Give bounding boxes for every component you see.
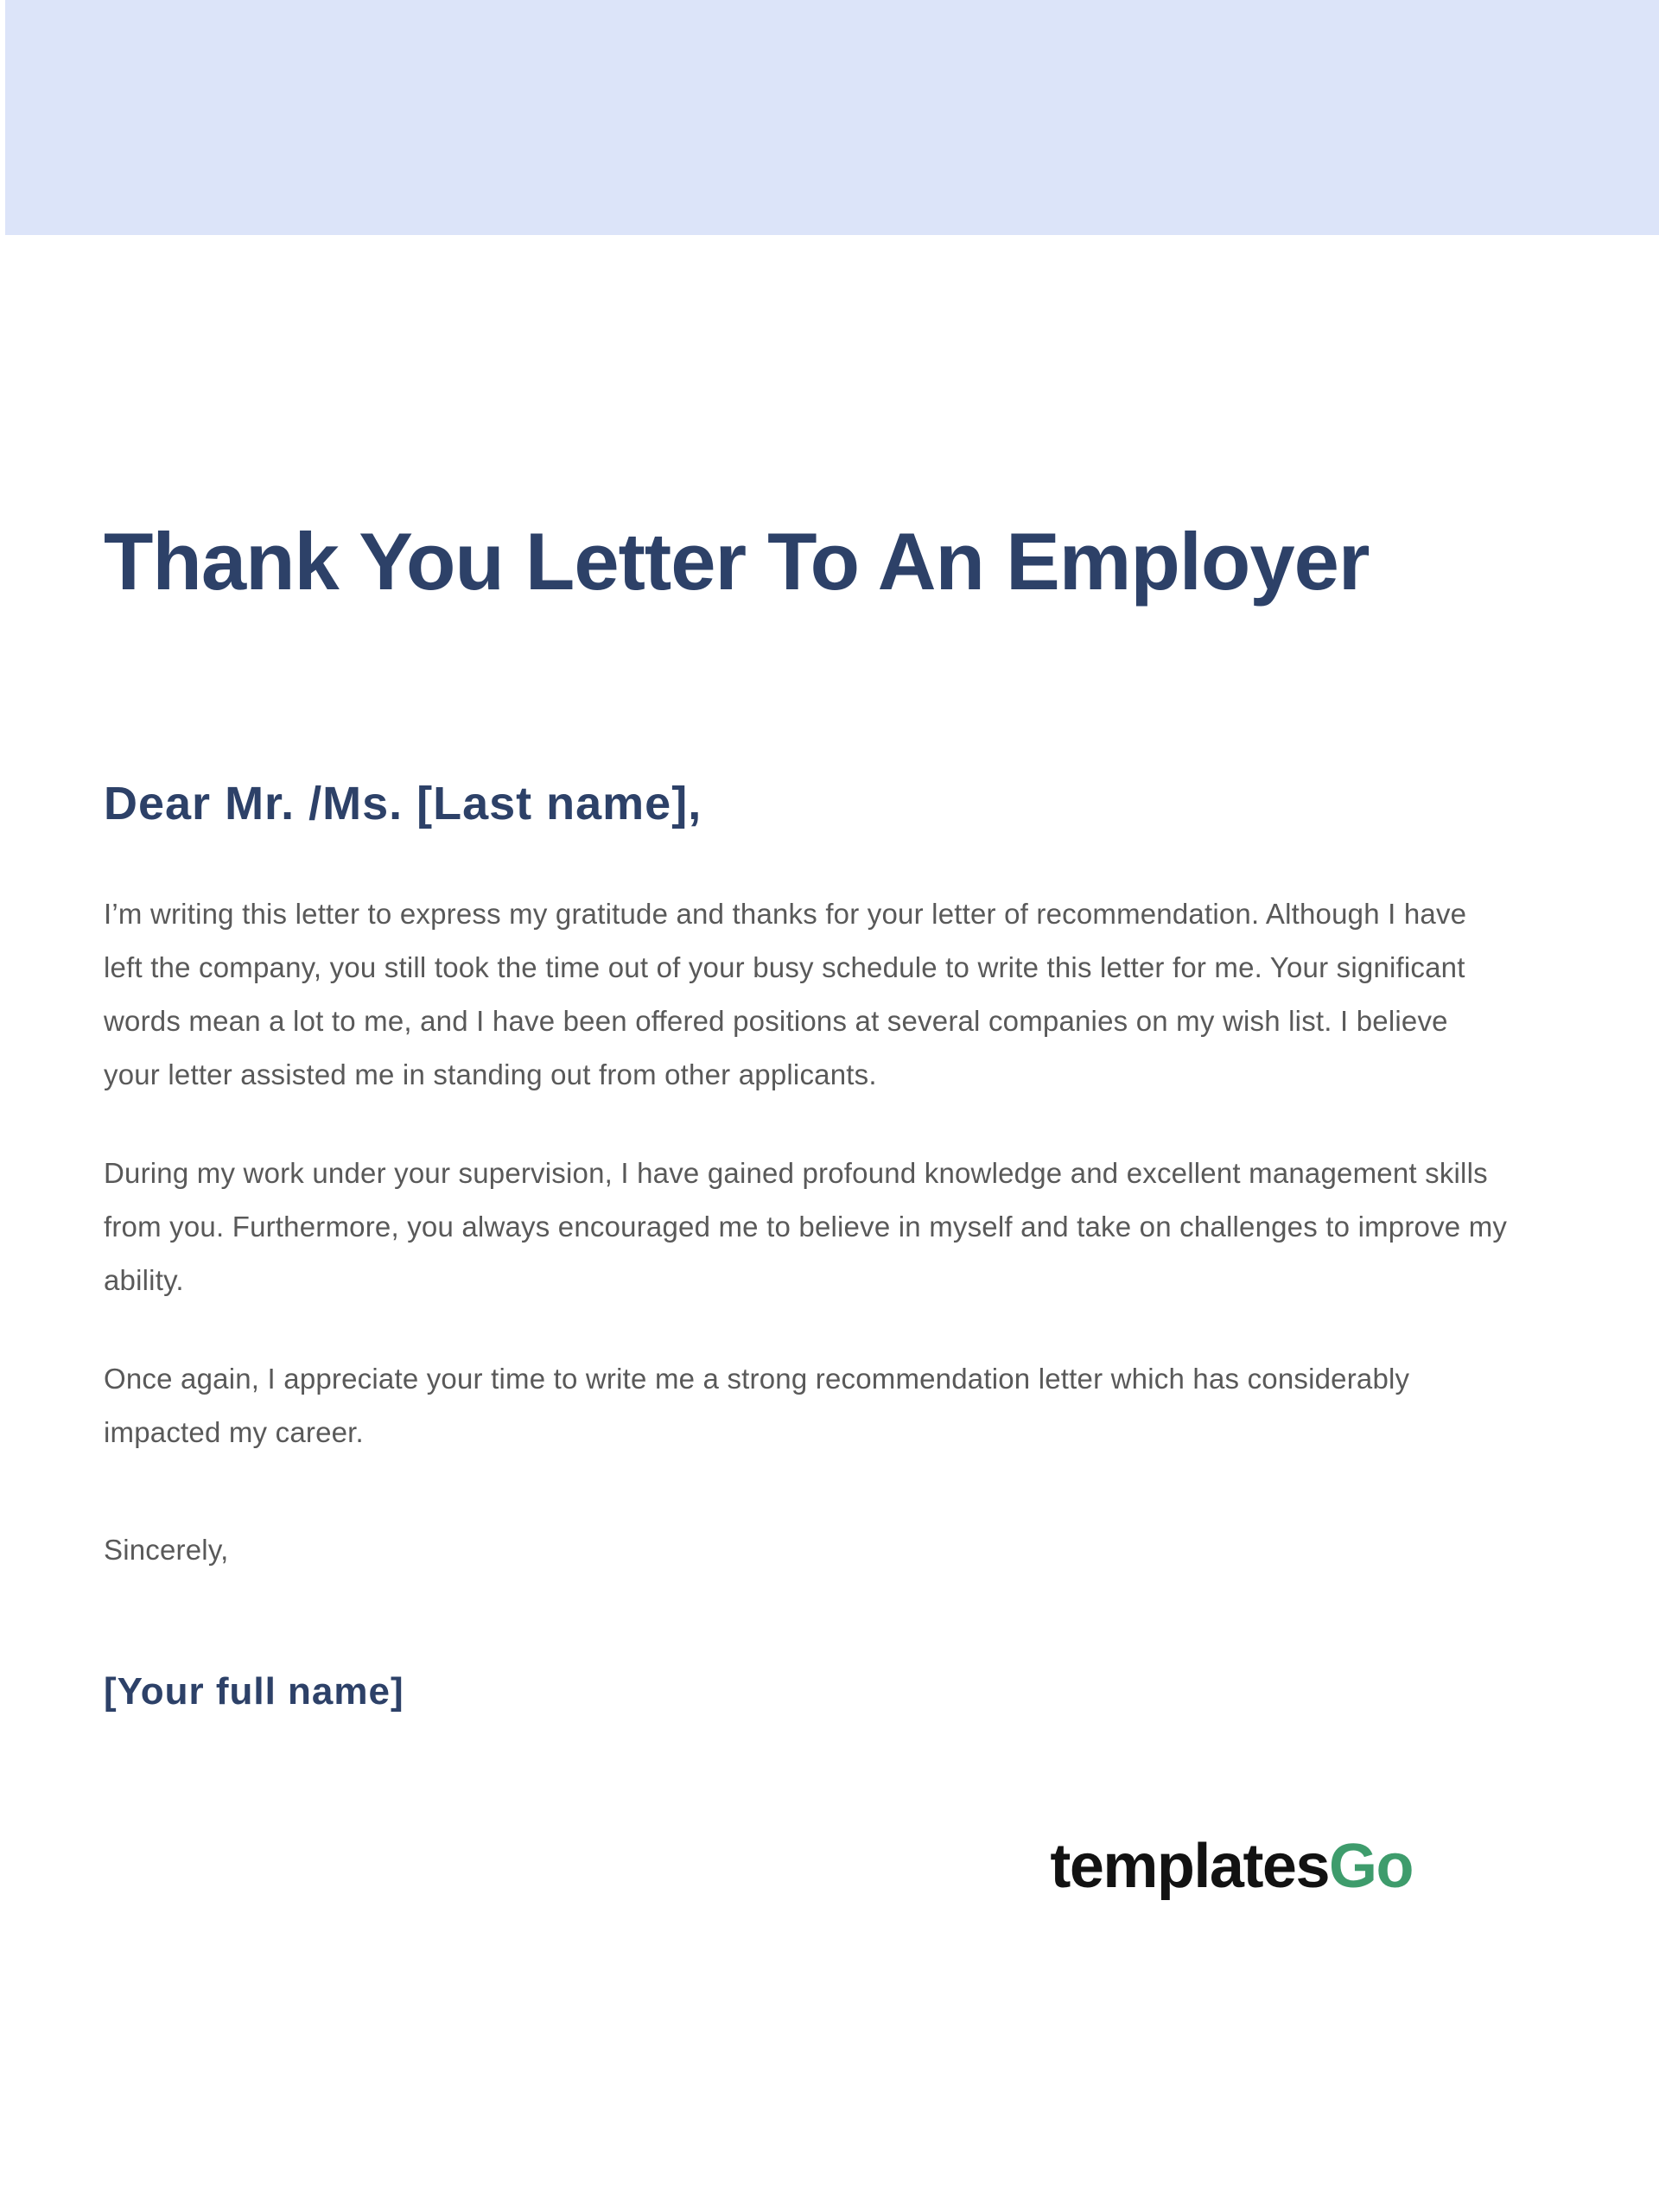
letter-content xyxy=(0,235,1659,1902)
signature-placeholder: [Your full name] xyxy=(104,1670,404,1713)
closing: Sincerely, xyxy=(104,1534,229,1567)
logo-text-go: Go xyxy=(1329,1832,1413,1902)
templatesgo-logo xyxy=(1050,1831,1413,1902)
logo-row xyxy=(104,1831,1503,1902)
paragraph-gratitude: I’m writing this letter to express my gratitude and thanks for your letter of recommendation. Although I have left the company, you still took the time out of your busy schedule to write this letter for me. Your significant words mean a lot to me, and I have been offered positions at several companies on my wish list. I believe your letter assisted me in standing out from other applicants. xyxy=(104,898,1467,1091)
header-band xyxy=(5,0,1659,235)
letter-body xyxy=(104,887,1508,1713)
salutation: Dear Mr. /Ms. [Last name], xyxy=(104,778,702,830)
paragraph-supervision: During my work under your supervision, I have gained profound knowledge and excellent management skills from you. Furthermore, you always encouraged me to believe in myself and take on challenges to improve my ability. xyxy=(104,1157,1508,1297)
paragraph-appreciation: Once again, I appreciate your time to write me a strong recommendation letter which has considerably impacted my career. xyxy=(104,1363,1410,1449)
logo-text-templates: templates xyxy=(1050,1832,1330,1902)
letter-title: Thank You Letter To An Employer xyxy=(104,516,1370,607)
